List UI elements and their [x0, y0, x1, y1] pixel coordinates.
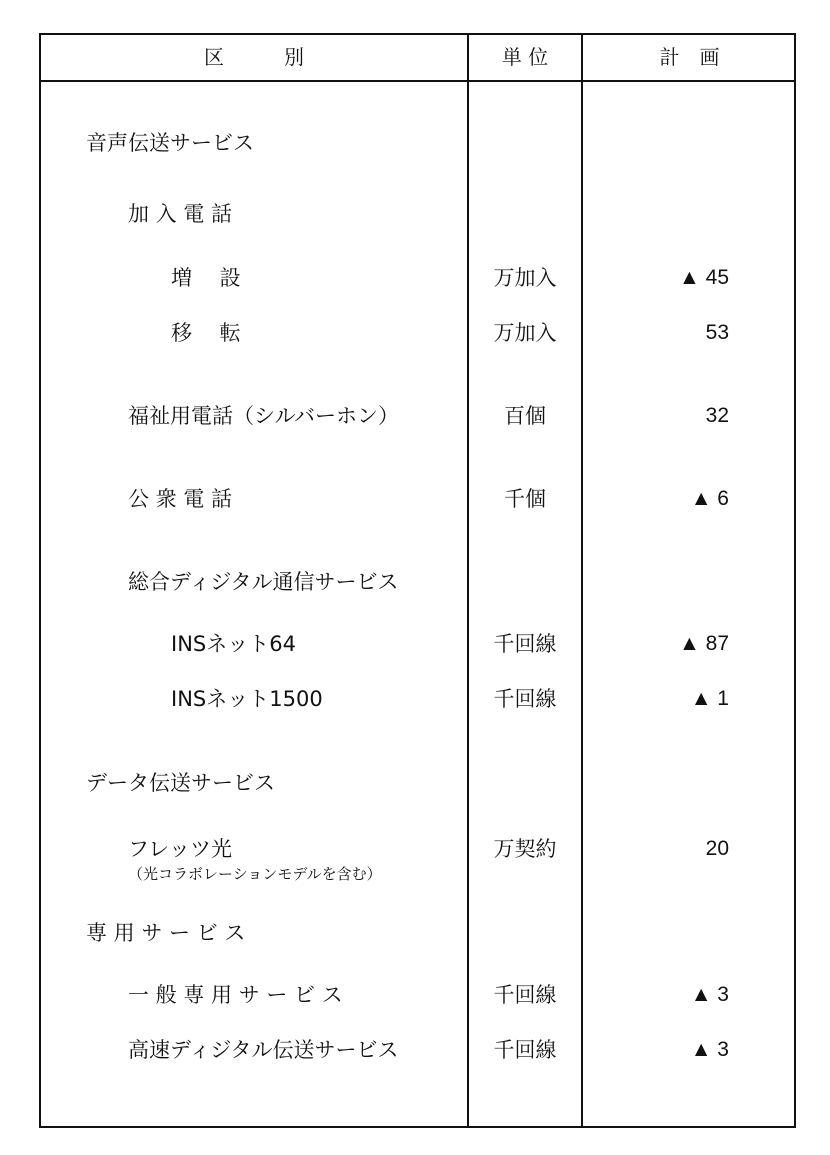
item-unit: 万加入	[493, 321, 557, 345]
item-unit: 千回線	[493, 632, 557, 656]
item-unit: 千回線	[493, 983, 557, 1007]
item-label: INSネット1500	[171, 687, 323, 711]
item-label: 公 衆 電 話	[128, 487, 233, 511]
item-label: 移 転	[171, 321, 241, 345]
item-unit: 千回線	[493, 687, 557, 711]
item-unit: 百個	[504, 404, 546, 428]
item-plan-value: 32	[705, 404, 729, 427]
item-plan-value: 53	[705, 321, 729, 344]
plan-table	[39, 33, 796, 1128]
header-plan: 計 画	[659, 45, 720, 69]
group-label-isdn: 総合ディジタル通信サービス	[128, 570, 399, 594]
item-label: フレッツ光	[128, 837, 232, 861]
section-label-voice: 音声伝送サービス	[86, 131, 254, 155]
item-unit: 万契約	[493, 837, 557, 861]
column-divider	[581, 35, 583, 1126]
item-unit: 千回線	[493, 1038, 557, 1062]
item-label: 福祉用電話（シルバーホン）	[128, 404, 400, 428]
item-plan-value: ▲ 87	[679, 632, 729, 655]
column-divider	[467, 35, 469, 1126]
item-label: 高速ディジタル伝送サービス	[128, 1038, 399, 1062]
header-category: 区 別	[204, 45, 304, 69]
section-label-data: データ伝送サービス	[86, 771, 275, 795]
item-note: （光コラボレーションモデルを含む）	[128, 865, 382, 883]
item-label: INSネット64	[171, 632, 296, 656]
item-unit: 千個	[504, 487, 546, 511]
item-plan-value: ▲ 45	[679, 266, 729, 289]
item-unit: 万加入	[493, 266, 557, 290]
item-plan-value: ▲ 3	[690, 1038, 729, 1061]
item-plan-value: ▲ 1	[690, 687, 729, 710]
item-label: 増 設	[171, 266, 241, 290]
item-plan-value: ▲ 3	[690, 983, 729, 1006]
header-unit: 単 位	[501, 45, 549, 69]
item-plan-value: ▲ 6	[690, 487, 729, 510]
section-label-leased: 専 用 サ ー ビ ス	[86, 921, 246, 945]
item-label: 一 般 専 用 サ ー ビ ス	[128, 983, 343, 1007]
header-divider	[41, 80, 794, 82]
item-plan-value: 20	[705, 837, 729, 860]
group-label-subscriber-phone: 加 入 電 話	[128, 202, 233, 226]
